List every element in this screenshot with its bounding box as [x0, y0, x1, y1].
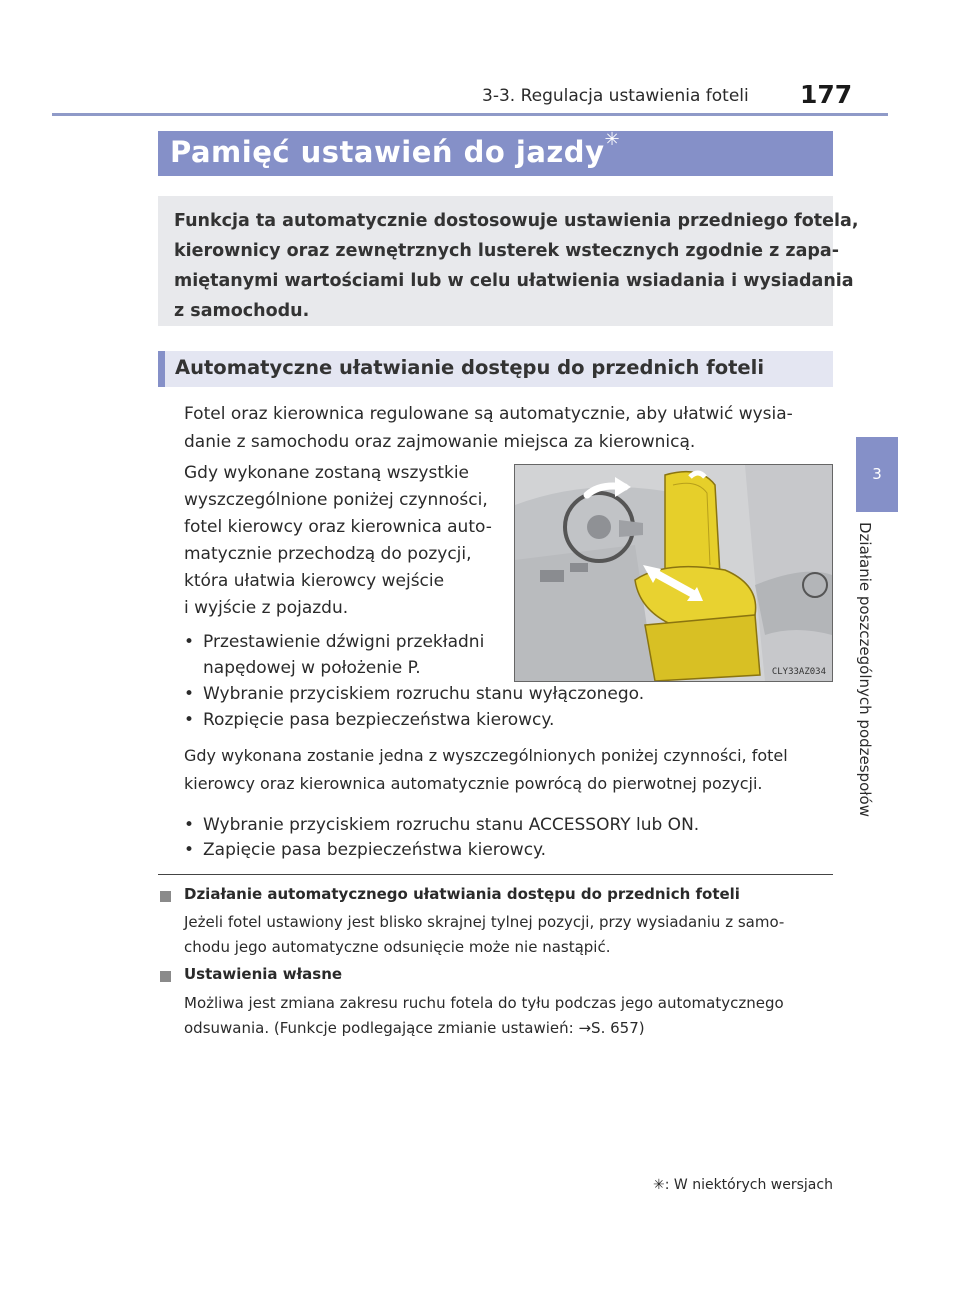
para3-line: Gdy wykonana zostanie jedna z wyszczególnionych poniżej czynności, fotel [184, 746, 788, 765]
subsection-accent-bar [158, 351, 165, 387]
para2-line: Gdy wykonane zostaną wszystkie [184, 463, 470, 483]
note-line: odsuwania. (Funkcje podlegające zmianie ustawień: →S. 657) [184, 1019, 645, 1037]
note-line: Możliwa jest zmiana zakresu ruchu fotela do tyłu podczas jego automatycznego [184, 994, 784, 1012]
header-rule [52, 113, 888, 116]
asterisk-mark: ✳ [604, 129, 621, 150]
bullet-glyph: • [184, 632, 195, 652]
para2-line: matycznie przechodzą do pozycji, [184, 544, 472, 564]
para2-line: wyszczególnione poniżej czynności, [184, 490, 488, 510]
chapter-side-label: Działanie poszczególnych podzespołów [856, 522, 874, 817]
bullet-item: Zapięcie pasa bezpieczeństwa kierowcy. [203, 840, 547, 860]
bullet-item-cont: napędowej w położenie P. [203, 658, 421, 678]
note-line: chodu jego automatyczne odsunięcie może nie nastąpić. [184, 938, 611, 956]
chapter-number: 3 [872, 465, 882, 483]
bullet-glyph: • [184, 684, 195, 704]
para2-line: i wyjście z pojazdu. [184, 598, 349, 618]
footnote-text: : W niektórych wersjach [664, 1177, 833, 1193]
bullet-item: Wybranie przyciskiem rozruchu stanu ACCESSORY lub ON. [203, 815, 700, 835]
bullet-item: Rozpięcie pasa bezpieczeństwa kierowcy. [203, 710, 555, 730]
note-heading: Działanie automatycznego ułatwiania dostępu do przednich foteli [184, 885, 740, 903]
bullet-glyph: • [184, 710, 195, 730]
page-title-text: Pamięć ustawień do jazdy [170, 135, 605, 169]
note-marker-icon [160, 891, 171, 902]
para2-line: fotel kierowcy oraz kierownica auto- [184, 517, 492, 537]
footnote [653, 1177, 833, 1193]
bullet-glyph: • [184, 840, 195, 860]
intro-line: Funkcja ta automatycznie dostosowuje ustawienia przedniego fotela, [174, 211, 859, 231]
cabin-drawing [515, 465, 832, 681]
para2-line: która ułatwia kierowcy wejście [184, 571, 445, 591]
para1-line: danie z samochodu oraz zajmowanie miejsca za kierownicą. [184, 432, 696, 452]
bullet-glyph: • [184, 815, 195, 835]
running-header: 3-3. Regulacja ustawienia foteli [482, 86, 749, 106]
intro-line: miętanymi wartościami lub w celu ułatwienia wsiadania i wysiadania [174, 271, 854, 291]
bullet-item: Przestawienie dźwigni przekładni [203, 632, 485, 652]
note-line: Jeżeli fotel ustawiony jest blisko skrajnej tylnej pozycji, przy wysiadaniu z samo- [184, 913, 785, 931]
bullet-item: Wybranie przyciskiem rozruchu stanu wyłączonego. [203, 684, 645, 704]
subsection-title: Automatyczne ułatwianie dostępu do przednich foteli [175, 356, 765, 379]
seat-illustration [514, 464, 833, 682]
para1-line: Fotel oraz kierownica regulowane są automatycznie, aby ułatwić wysia- [184, 404, 793, 424]
intro-line: z samochodu. [174, 301, 310, 321]
section-separator [158, 874, 833, 875]
para3-line: kierowcy oraz kierownica automatycznie powrócą do pierwotnej pozycji. [184, 774, 763, 793]
subsection-heading [158, 351, 833, 387]
figure-code: CLY33AZ034 [771, 667, 826, 677]
chapter-tab [856, 437, 898, 512]
page-number: 177 [800, 80, 853, 109]
asterisk-mark: ✳ [653, 1177, 665, 1193]
intro-line: kierownicy oraz zewnętrznych lusterek wstecznych zgodnie z zapa- [174, 241, 839, 261]
intro-box [158, 196, 859, 326]
note-marker-icon [160, 971, 171, 982]
page-title [170, 129, 621, 169]
note-heading: Ustawienia własne [184, 965, 343, 983]
title-band [158, 131, 833, 176]
